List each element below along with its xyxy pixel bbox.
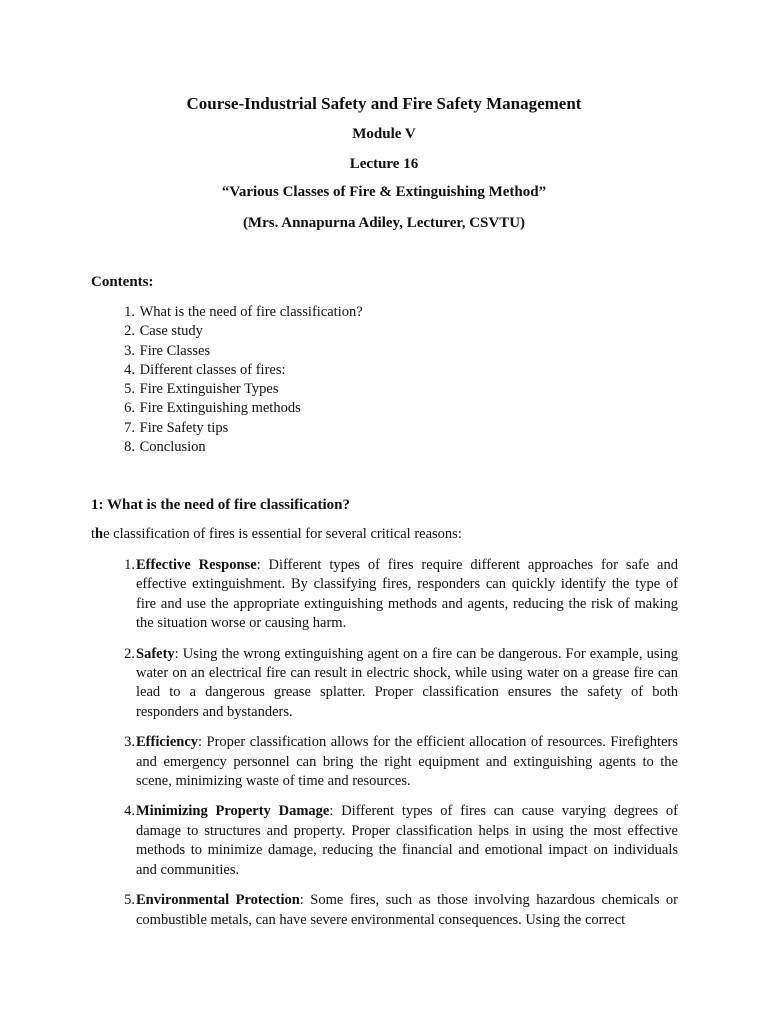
list-item [91,645,678,723]
list-number: 7. [124,419,135,436]
reason-text [136,645,678,723]
course-title: Course-Industrial Safety and Fire Safety Management [186,94,582,113]
reason-description: : Different types of fires can cause varying degrees of damage to structures and property. Proper classification helps in using the most effective methods to minimize damage, reducing the financial and emotional impact on individuals and communities. [136,803,678,878]
list-item-label: Fire Extinguisher Types [139,381,279,398]
list-item [91,802,678,880]
list-number: 3. [124,342,135,359]
list-number: 6. [124,400,135,417]
intro-text: e classification of fires is essential for several critical reasons: [103,526,462,542]
list-number: 2. [124,645,135,662]
list-item-label: Fire Classes [139,342,211,359]
list-number: 8. [124,439,135,456]
intro-first-letter: t [91,526,96,542]
intro-bold-letter: h [95,526,104,542]
list-item-label: Different classes of fires: [139,361,286,378]
list-item [91,342,363,361]
list-number: 3. [124,734,135,751]
list-item [91,419,363,438]
author-line: (Mrs. Annapurna Adiley, Lecturer, CSVTU) [242,215,526,231]
list-item [91,733,678,791]
reason-text [136,802,678,880]
reason-description: : Using the wrong extinguishing agent on a fire can be dangerous. For example, using water on an electrical fire can result in electric shock, while using water on a grease fire can lead to a dangerous grease splatter. Proper classification ensures the safety of both responders and bystanders. [136,645,678,720]
reason-description: : Different types of fires require different approaches for safe and effective extinguishment. By classifying fires, responders can quickly identify the type of fire and use the appropriate extinguishing methods and agents, reducing the risk of making the situation worse or causing harm. [136,557,678,632]
list-item [91,303,363,322]
reasons-list [91,556,678,941]
lecture-label: Lecture 16 [349,156,419,172]
list-item [91,399,363,418]
list-number: 4. [124,361,135,378]
lecture-subtitle: “Various Classes of Fire & Extinguishing Method” [221,184,547,200]
list-number: 5. [124,892,135,909]
reason-term: Environmental Protection [136,892,300,909]
list-item [91,322,363,341]
intro-paragraph [91,526,462,543]
reason-term: Effective Response [136,557,257,573]
reason-term: Safety [136,645,175,662]
reason-term: Minimizing Property Damage [136,803,330,820]
list-number: 1. [124,557,135,573]
reason-text [136,891,678,930]
list-number: 1. [124,304,135,320]
reason-text [136,733,678,791]
list-item-label: Case study [139,323,203,340]
module-label: Module V [352,126,416,142]
reason-term: Efficiency [136,734,199,751]
list-number: 2. [124,323,135,340]
reason-text [136,556,678,634]
list-item [91,438,363,457]
reason-description: : Some fires, such as those involving hazardous chemicals or combustible metals, can have severe environmental consequences. Using the correct [136,892,678,928]
contents-list [91,303,363,457]
list-item-label: Fire Safety tips [139,419,229,436]
reason-description: : Proper classification allows for the efficient allocation of resources. Firefighters and emergency personnel can bring the right equipment and extinguishing agents to the scene, minimizing waste of time and resources. [136,734,678,790]
list-item [91,556,678,634]
list-number: 5. [124,381,135,398]
list-item-label: Conclusion [139,439,206,456]
list-number: 4. [124,803,135,820]
contents-heading: Contents: [91,274,154,290]
list-item [91,380,363,399]
list-item-label: What is the need of fire classification? [139,304,363,320]
section-heading: 1: What is the need of fire classification? [91,497,351,513]
list-item [91,891,678,930]
list-item [91,361,363,380]
list-item-label: Fire Extinguishing methods [139,400,301,417]
